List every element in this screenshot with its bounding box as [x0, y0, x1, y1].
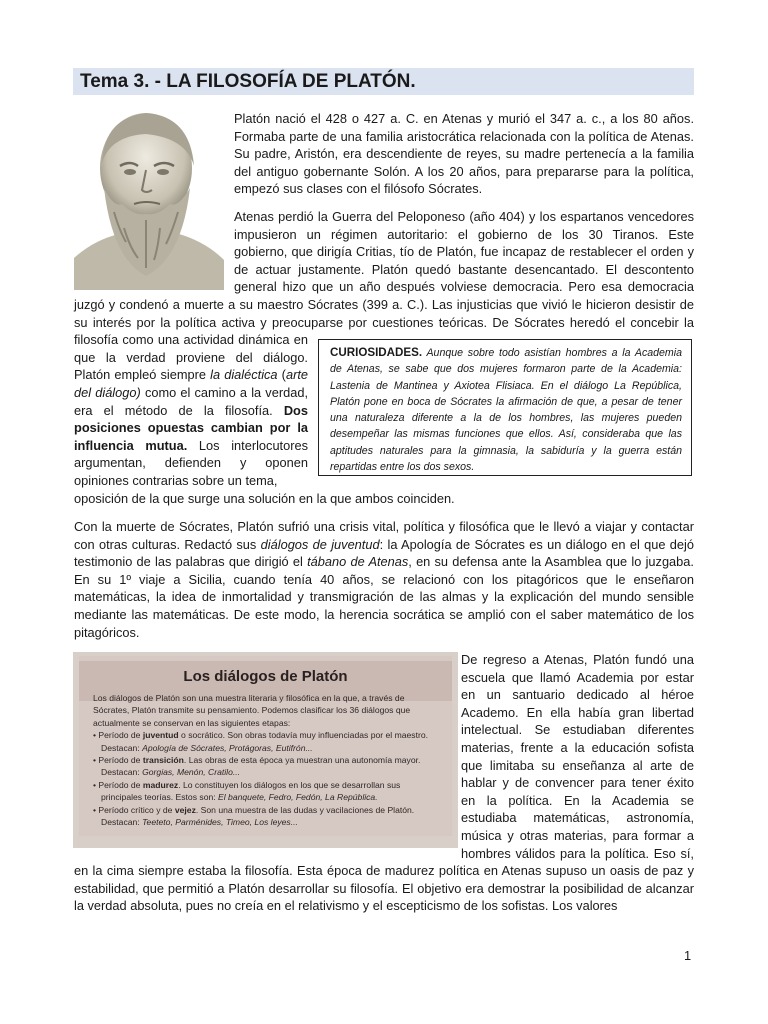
dialogos-text [93, 692, 442, 828]
curiosidades-label: CURIOSIDADES. [330, 346, 423, 359]
text-line: música y otras materias, para formar a [461, 828, 694, 843]
text-line: juzgó y condenó a muerte a su maestro Sócrates (399 a. C.). Las injusticias que vivió le hicieron desistir de [74, 297, 694, 312]
list-item: • Período crítico y de vejez. Son una muestra de las dudas y vacilaciones de Platón. Destacan: Teeteto, Parménides, Timeo, Los leyes... [93, 804, 415, 828]
academia-paragraph-end: en la cima siempre estaba la filosofía. Esta época de madurez política en Atenas supuso un oasis de paz y estabilidad, que permitió a Platón desarrollar su filosofía. El objetivo era demostrar la posibilidad de alcanzar la verdad absoluta, pues no creía en el relativismo y el escepticismo de los sofistas. Los valores [74, 863, 694, 914]
plato-bust-image [74, 108, 224, 290]
curiosidades-text: Aunque sobre todo asistían hombres a la Academia de Atenas, se sabe que dos mujeres formaron parte de la Academia: Lastenia de Mantinea y Axiotea Flisiaca. En el diálogo La República, Platón pone en boca de Sócrates la afirmación de que, a pesar de tener una naturaleza diferente a la de los hombres, las mujeres pueden desempeñar las mismas funciones que ellos. Así, consideraba que las aptitudes naturales para la gimnasia, la sabiduría y la guerra están repartidas entre los dos sexos. [330, 347, 682, 474]
text-line: en un santuario dedicado al héroe [461, 687, 694, 703]
dialogos-image [73, 652, 458, 848]
text-line: de actuar justamente. Platón quedó bastante desencantado. El descontento [234, 261, 694, 277]
intro-paragraph: Platón nació el 428 o 427 a. C. en Atenas y murió el 347 a. c., a los 80 años. Formaba parte de una familia aristocrática relacionada con la política de Atenas. Su padre, Aristón, era descendiente de reyes, su madre pertenecía a la familia del antiguo gobernante Solón. A los 20 años, para prepararse para la política, empezó sus clases con el filósofo Sócrates. [234, 111, 694, 197]
page-title: Tema 3. - LA FILOSOFÍA DE PLATÓN. [80, 71, 416, 92]
text-line: materias, frente a la educación sofista [461, 740, 694, 755]
dialogos-panel [79, 656, 452, 836]
text-line: intelectual. Se estudiaban diferentes [461, 722, 694, 738]
text-line: hombres válidos para la política. Eso sí, [461, 845, 694, 861]
list-item: • Período de juventud o socrático. Son obras todavía muy influenciadas por el maestro. Destacan: Apología de Sócrates, Protágoras, Eutifrón... [93, 730, 429, 753]
text-line: que limitaba su enseñanza al arte de [461, 757, 694, 773]
text-line: general hizo que un año después volviese democracia. Pero esa democracia [234, 279, 694, 295]
dialectic-paragraph: filosofía como una actividad dinámica en que la verdad proviene del diálogo. Platón empleó siempre la dialéctica (arte del diálogo) como el camino a la verdad, era el método de la filosofía. Dos posiciones opuestas cambian por la influencia mutua. Los interlocutores argumentan, defienden y oponen opiniones contrarias sobre un tema, [74, 332, 309, 488]
text-line: gobierno, que dirigía Critias, tío de Platón, fue incapaz de restablecer el orden y [234, 244, 694, 260]
curiosidades-box [318, 339, 692, 476]
text-line: estudiaba matemáticas, astronomía, [461, 810, 694, 826]
page-number: 1 [684, 948, 692, 963]
list-item: • Período de transición. Las obras de esta época ya muestran una autonomía mayor. Destacan: Gorgias, Menón, Cratilo... [93, 755, 421, 778]
text-line: escuela que llamó Academia por estar [461, 669, 694, 685]
text-line: hablar y de convencer para tener éxito [461, 775, 694, 791]
crisis-paragraph: Con la muerte de Sócrates, Platón sufrió una crisis vital, política y filosófica que le llevó a viajar y contactar con otras culturas. Redactó sus diálogos de juventud: la Apología de Sócrates es un diálogo en el que dejó testimonio de las palabras que dirigió el tábano de Atenas, en su defensa ante la Asamblea que lo juzgaba. En su 1º viaje a Sicilia, cuando tenía 40 años, se relacionó con los pitagóricos que le enseñaron matemáticas, la idea de inmortalidad y transmigración de las almas y la explicación del mundo sensible mediante las matemáticas. De este modo, la herencia socrática se amplió con el saber matemático de los pitagóricos. [74, 519, 694, 640]
text-line: su interés por la política activa y preocuparse por cuestiones teóricas. De Sócrates heredó el concebir la [74, 314, 694, 330]
dialogos-intro: Los diálogos de Platón son una muestra literaria y filosófica en la que, a través de Sócrates, Platón transmite su pensamiento. Podemos clasificar los 36 diálogos que actualmente se conservan en las siguientes etapas: [93, 693, 411, 728]
text-line: oposición de la que surge una solución en la que ambos coinciden. [74, 490, 455, 506]
text-line: Academo. En ella había gran libertad [461, 704, 694, 720]
text-line: De regreso a Atenas, Platón fundó una [461, 652, 694, 667]
list-item: • Período de madurez. Lo constituyen los diálogos en los que se desarrollan sus principales teorías. Estos son: El banquete, Fedro, Fedón, La República. [93, 779, 401, 803]
text-line: Atenas perdió la Guerra del Peloponeso (año 404) y los espartanos vencedores [234, 209, 694, 224]
dialogos-list [93, 729, 442, 828]
text-line: impusieron un régimen autoritario: el gobierno de los 30 Tiranos. Este [234, 226, 694, 242]
dialogos-title: Los diálogos de Platón [183, 668, 348, 685]
text-line: en la política. En la Academia se [461, 792, 694, 808]
